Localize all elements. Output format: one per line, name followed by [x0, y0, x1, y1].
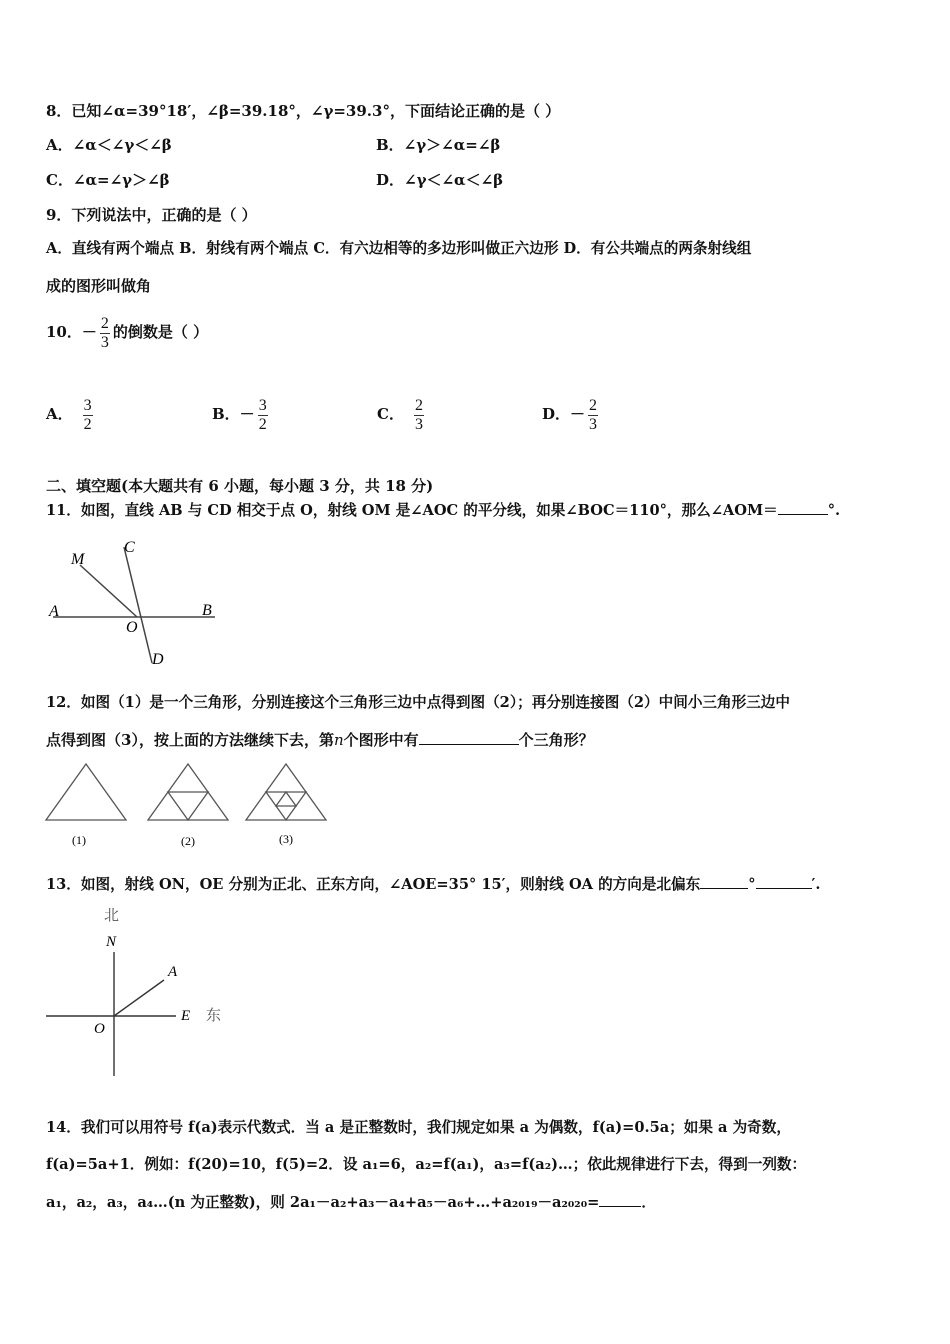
- q10-option-a-fraction: [83, 397, 93, 434]
- q10-option-d-denominator: 3: [589, 415, 598, 433]
- label-e: E: [181, 1008, 191, 1024]
- caption-3: (3): [279, 832, 293, 846]
- q12-answer-blank: [419, 730, 519, 745]
- q12-line1: 12．如图（1）是一个三角形，分别连接这个三角形三边中点得到图（2）；再分别连接图（2）中间小三角形三边中: [46, 694, 790, 711]
- ray-om: [80, 565, 137, 617]
- q10-option-d-numerator: 2: [589, 396, 598, 414]
- q8-option-b: B．∠γ＞∠α=∠β: [376, 136, 501, 154]
- caption-1: (1): [72, 833, 86, 847]
- q11-figure: [40, 535, 230, 670]
- q10-option-d-label: D．－: [542, 405, 586, 423]
- q10-option-b-fraction: [258, 397, 268, 434]
- q10-option-d: [542, 394, 601, 434]
- triangle-fig3-inner: [276, 792, 296, 806]
- q9-options-line1: A．直线有两个端点 B．射线有两个端点 C．有六边相等的多边形叫做正六边形 D．有公共端点的两条射线组: [46, 240, 752, 257]
- q12-line2-text-a: 点得到图（3），按上面的方法继续下去，第: [46, 731, 334, 749]
- q13-stem: [46, 874, 820, 895]
- q11-answer-blank: [778, 500, 828, 515]
- label-o: O: [126, 619, 138, 636]
- q13-stem-text: 13．如图，射线 ON，OE 分别为正北、正东方向，∠AOE=35° 15′，则射线 OA 的方向是北偏东: [46, 876, 701, 893]
- q10-option-a: [46, 394, 96, 434]
- q13-blank-minutes: [756, 874, 812, 889]
- caption-2: (2): [181, 834, 195, 848]
- label-c: C: [124, 539, 135, 556]
- q14-line1: 14．我们可以用符号 f(a)表示代数式．当 a 是正整数时，我们规定如果 a 为偶数，f(a)=0.5a；如果 a 为奇数，: [46, 1119, 791, 1136]
- q10-option-a-label: A．: [46, 405, 73, 423]
- q12-line2-text-b: 个图形中有: [343, 731, 419, 749]
- q13-degree-sign: °: [748, 876, 756, 893]
- label-a: A: [49, 603, 59, 620]
- label-b: B: [202, 602, 212, 619]
- label-a: A: [168, 964, 178, 980]
- q13-figure: [40, 900, 240, 1080]
- triangle-fig1: [46, 764, 126, 820]
- q14-line3: [46, 1192, 656, 1213]
- q9-stem: 9．下列说法中，正确的是（ ）: [46, 206, 257, 224]
- q14-line2: f(a)=5a+1．例如：f(20)=10，f(5)=2．设 a₁=6，a₂=f(a₁)，a₃=f(a₂)…；依此规律进行下去，得到一列数：: [46, 1156, 807, 1173]
- q10-option-c: [377, 394, 427, 434]
- q13-minute-sign: ′.: [811, 876, 821, 893]
- q14-line3-text: a₁，a₂，a₃，a₄…(n 为正整数)，则 2a₁－a₂+a₃－a₄+a₅－a₆+…+a₂₀₁₉－a₂₀₂₀=: [46, 1194, 600, 1211]
- q13-blank-degrees: [700, 874, 748, 889]
- label-north-cn: 北: [104, 906, 120, 924]
- q8-option-d: D．∠γ＜∠α＜∠β: [376, 171, 504, 189]
- q8-option-c: C．∠α=∠γ＞∠β: [46, 171, 170, 189]
- q10-option-b-denominator: 2: [258, 415, 267, 433]
- q10-option-c-label: C．: [377, 405, 404, 423]
- section-heading: 二、填空题(本大题共有 6 小题，每小题 3 分，共 18 分): [46, 477, 434, 495]
- q10-option-a-denominator: 2: [83, 415, 92, 433]
- label-m: M: [71, 551, 85, 568]
- q11-stem-tail: °.: [827, 502, 841, 519]
- q10-option-c-denominator: 3: [414, 415, 423, 433]
- q9-options-line2: 成的图形叫做角: [46, 277, 152, 295]
- label-east-cn: 东: [206, 1006, 222, 1024]
- q8-stem: 8．已知∠α=39°18′，∠β=39.18°，∠γ=39.3°，下面结论正确的是（ ）: [46, 102, 561, 120]
- q14-answer-blank: [599, 1192, 641, 1207]
- q12-line2-text-c: 个三角形？: [518, 731, 594, 749]
- line-cd: [124, 547, 152, 663]
- label-n: N: [106, 934, 117, 950]
- q10-option-b-label: B．－: [212, 405, 255, 423]
- q10-prefix: 10．－: [46, 323, 97, 341]
- q10-stem: [46, 312, 208, 352]
- q8-option-a: A．∠α＜∠γ＜∠β: [46, 136, 172, 154]
- q10-option-a-numerator: 3: [83, 396, 92, 414]
- q12-variable-n: n: [333, 731, 344, 749]
- q12-figures: [40, 758, 340, 853]
- q10-option-d-fraction: [588, 397, 598, 434]
- q10-frac-denominator: 3: [100, 333, 109, 351]
- label-o: O: [94, 1021, 105, 1037]
- q10-fraction: [100, 315, 110, 352]
- q10-option-b: [212, 394, 271, 434]
- q11-stem-text: 11．如图，直线 AB 与 CD 相交于点 O，射线 OM 是∠AOC 的平分线，如果∠BOC＝110°，那么∠AOM＝: [46, 502, 778, 519]
- q10-option-c-fraction: [414, 397, 424, 434]
- q10-frac-numerator: 2: [100, 314, 109, 332]
- label-d: D: [152, 651, 164, 668]
- q14-line3-tail: ．: [641, 1194, 656, 1211]
- q10-option-b-numerator: 3: [258, 396, 267, 414]
- ray-oa: [114, 980, 164, 1016]
- triangle-fig2-inner: [168, 792, 208, 820]
- q10-option-c-numerator: 2: [414, 396, 423, 414]
- q12-line2: [46, 730, 594, 750]
- q10-suffix: 的倒数是（ ）: [112, 323, 209, 341]
- q11-stem: [46, 500, 840, 521]
